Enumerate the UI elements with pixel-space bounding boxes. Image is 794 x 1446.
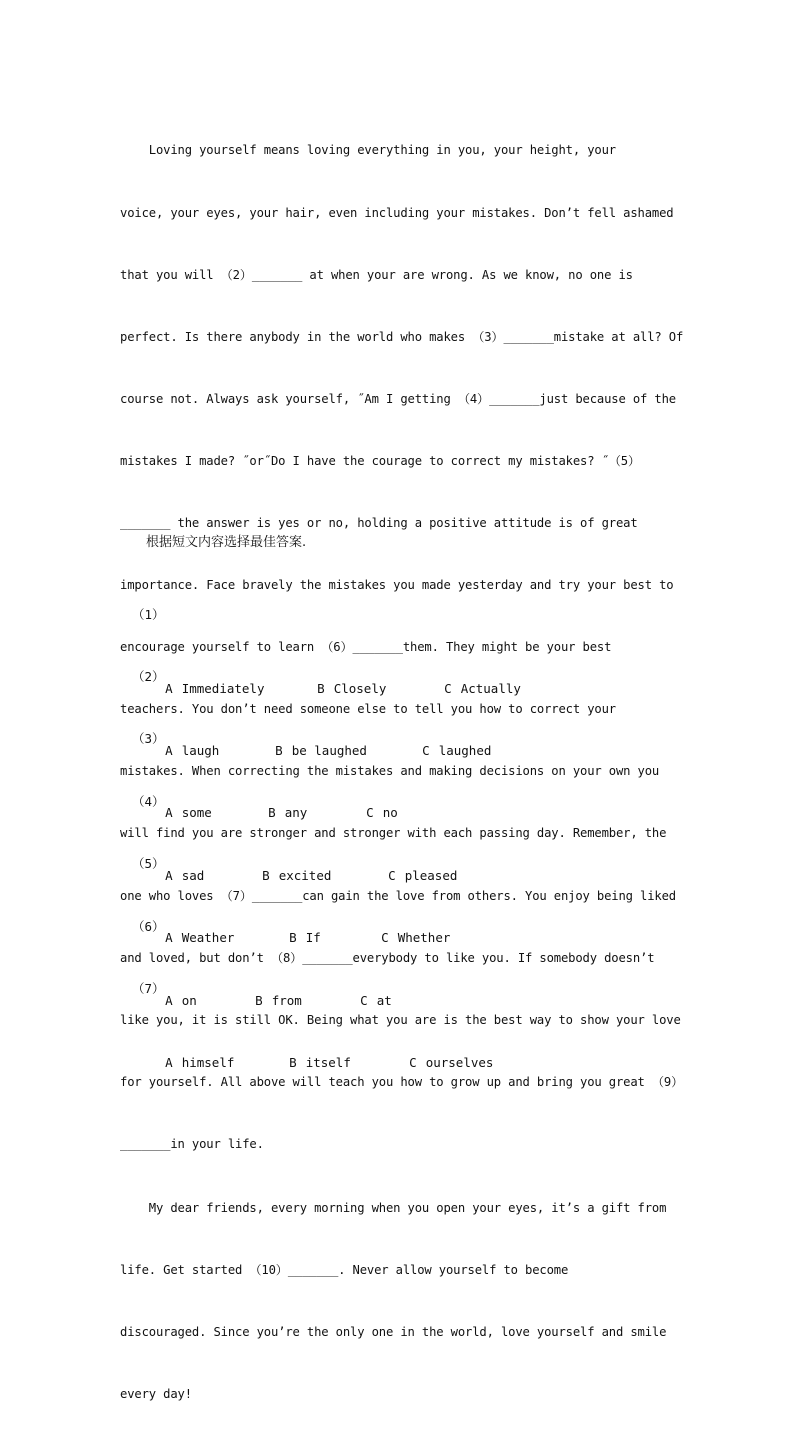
option-letter: C xyxy=(444,681,452,696)
instruction-text: 根据短文内容选择最佳答案. xyxy=(146,535,307,550)
option-letter: B xyxy=(262,868,270,883)
passage-line: Loving yourself means loving everything in you, your height, your xyxy=(120,143,616,158)
passage-line: like you, it is still OK. Being what you are is the best way to show your love xyxy=(120,1012,681,1027)
option-text: laugh xyxy=(181,743,220,758)
option-letter: C xyxy=(360,993,368,1008)
passage-line: life. Get started （10）_______. Never allow yourself to become xyxy=(120,1263,569,1278)
option-c[interactable] xyxy=(409,1053,493,1073)
question-number: （2） xyxy=(132,669,165,684)
passage-line: every day! xyxy=(120,1387,192,1402)
question-number: （3） xyxy=(132,731,165,746)
question-number: （7） xyxy=(132,981,165,996)
option-letter: A xyxy=(165,930,173,945)
question-7 xyxy=(120,949,680,1083)
option-text: Closely xyxy=(333,681,387,696)
option-text: no xyxy=(382,805,398,820)
option-text: pleased xyxy=(404,868,458,883)
option-text: itself xyxy=(305,1055,351,1070)
passage-line: discouraged. Since you’re the only one in the world, love yourself and smile xyxy=(120,1325,667,1340)
passage-line: that you will （2）_______ at when your are wrong. As we know, no one is xyxy=(120,267,633,282)
option-letter: C xyxy=(366,805,374,820)
option-text: If xyxy=(305,930,321,945)
passage-line: will find you are stronger and stronger with each passing day. Remember, the xyxy=(120,826,667,841)
option-text: be laughed xyxy=(291,743,367,758)
option-letter: A xyxy=(165,743,173,758)
passage-line: mistakes I made? ˝or˝Do I have the courage to correct my mistakes? ˝（5） xyxy=(120,453,641,468)
passage-line: My dear friends, every morning when you open your eyes, it’s a gift from xyxy=(120,1201,667,1215)
passage-line: one who loves （7）_______can gain the love from others. You enjoy being liked xyxy=(120,888,676,903)
question-number: （4） xyxy=(132,794,165,809)
passage-line: and loved, but don’t （8）_______everybody to like you. If somebody doesn’t xyxy=(120,950,655,965)
option-text: some xyxy=(181,805,212,820)
option-letter: A xyxy=(165,993,173,1008)
option-letter: C xyxy=(381,930,389,945)
passage-line: teachers. You don’t need someone else to tell you how to correct your xyxy=(120,702,616,717)
option-letter: C xyxy=(388,868,396,883)
option-text: Actually xyxy=(460,681,521,696)
option-letter: C xyxy=(409,1055,417,1070)
option-row xyxy=(120,1033,680,1070)
option-text: sad xyxy=(181,868,205,883)
option-text: any xyxy=(284,805,308,820)
question-number: （6） xyxy=(132,919,165,934)
option-text: on xyxy=(181,993,197,1008)
option-text: ourselves xyxy=(425,1055,494,1070)
option-letter: B xyxy=(275,743,283,758)
option-letter: B xyxy=(289,1055,297,1070)
option-letter: A xyxy=(165,805,173,820)
option-letter: A xyxy=(165,681,173,696)
option-letter: B xyxy=(268,805,276,820)
option-b[interactable] xyxy=(289,1053,409,1073)
question-number: （1） xyxy=(132,607,165,622)
passage-line: _______in your life. xyxy=(120,1136,264,1151)
passage-line: _______ the answer is yes or no, holding a positive attitude is of great xyxy=(120,515,638,530)
passage-line: encourage yourself to learn （6）_______them. They might be your best xyxy=(120,640,612,655)
option-letter: B xyxy=(255,993,263,1008)
option-text: at xyxy=(376,993,392,1008)
passage-line: course not. Always ask yourself, ˝Am I getting （4）_______just because of the xyxy=(120,391,676,406)
option-text: excited xyxy=(278,868,332,883)
passage-line: perfect. Is there anybody in the world who makes （3）_______mistake at all? Of xyxy=(120,329,684,344)
option-text: laughed xyxy=(438,743,492,758)
passage-line: importance. Face bravely the mistakes you made yesterday and try your best to xyxy=(120,578,674,593)
option-text: Whether xyxy=(397,930,451,945)
passage-line: mistakes. When correcting the mistakes and making decisions on your own you xyxy=(120,764,660,779)
option-text: himself xyxy=(181,1055,235,1070)
option-letter: B xyxy=(317,681,325,696)
option-letter: B xyxy=(289,930,297,945)
question-number: （5） xyxy=(132,856,165,871)
option-letter: A xyxy=(165,868,173,883)
option-letter: C xyxy=(422,743,430,758)
option-letter: A xyxy=(165,1055,173,1070)
option-text: Immediately xyxy=(181,681,265,696)
passage-line: voice, your eyes, your hair, even including your mistakes. Don’t fell ashamed xyxy=(120,205,674,220)
option-text: Weather xyxy=(181,930,235,945)
option-a[interactable] xyxy=(165,1053,289,1073)
option-text: from xyxy=(271,993,302,1008)
passage-line: for yourself. All above will teach you how to grow up and bring you great （9） xyxy=(120,1074,684,1089)
